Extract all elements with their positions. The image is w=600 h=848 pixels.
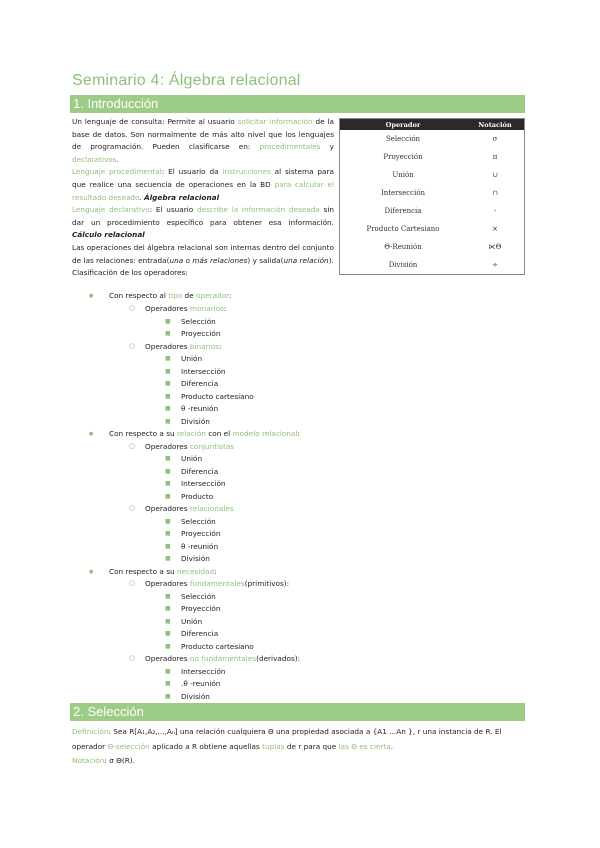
section-header-introduccion: 1. Introducción — [70, 95, 525, 113]
intro-paragraph-2: Lenguaje procedimental: El usuario da instrucciones al sistema para que realice una secuencia de operaciones en la BD para calcular el resultado deseado. Álgebra relacional — [72, 167, 334, 202]
intro-paragraph-1: Un lenguaje de consulta: Permite al usuario solicitar información de la base de datos. Son normalmente de más alto nivel que los lenguajes de programación. Pueden clasificarse en: procedimentales y declarativos. — [72, 117, 334, 164]
table-row — [340, 256, 525, 275]
list-item: ■ División — [181, 554, 210, 563]
table-row — [340, 166, 525, 184]
list-item: ■ Producto cartesiano — [181, 642, 254, 651]
list-item: ■ Intersección — [181, 479, 226, 488]
intro-text — [72, 116, 334, 280]
list-item: ■ Proyección — [181, 604, 221, 613]
list-item: ■ Selección — [181, 592, 216, 601]
seleccion-text — [72, 725, 530, 769]
list-item: ■ Intersección — [181, 367, 226, 376]
list-item: ○ Operadores fundamentales(primitivos): — [145, 579, 289, 588]
table-cell: Intersección — [380, 189, 426, 197]
table-cell: Unión — [392, 171, 414, 179]
table-row — [340, 220, 525, 238]
list-item: ■ Proyección — [181, 529, 221, 538]
intro-paragraph-3: Lenguaje declarativo: El usuario describe la información deseada sin dar un procedimiento específico para obtener esa información. Cálculo relacional — [72, 205, 335, 240]
list-item: ■ .θ -reunión — [181, 679, 220, 688]
list-item: ■ División — [181, 417, 210, 426]
list-item: ■ Diferencia — [181, 629, 218, 638]
list-item: ■ Selección — [181, 317, 216, 326]
list-item: ○ Operadores binarios: — [145, 342, 221, 351]
list-item: ○ Operadores monarios: — [145, 304, 226, 313]
list-item: ● Con respecto al tipo de operador: — [109, 291, 232, 300]
table-cell: ÷ — [492, 261, 498, 269]
section-header-seleccion: 2. Selección — [70, 703, 525, 721]
list-item: ■ θ -reunión — [181, 542, 218, 551]
table-row — [340, 238, 525, 256]
table-cell: Producto Cartesiano — [366, 225, 440, 233]
table-row — [340, 184, 525, 202]
table-cell: ⋉Θ — [488, 243, 502, 251]
intro-paragraph-5: Clasificación de los operadores: — [72, 268, 188, 278]
table-cell: - — [493, 207, 497, 215]
table-cell: × — [492, 225, 498, 233]
list-item: ■ θ -reunión — [181, 404, 218, 413]
table-header: Operador — [340, 119, 467, 131]
list-item: ● Con respecto a su necesidad: — [109, 567, 217, 576]
seleccion-notation: Notación: σ Θ(R). — [72, 756, 135, 765]
seleccion-definition: Definición: Sea R[A₁,A₂,...,Aₙ] una relación cualquiera Θ una propiedad asociada a {A1 ...An }, r una instancia de R. El operador Θ-selección aplicado a R obtiene aquellas tuplas de r para que las Θ es cierta. — [72, 727, 502, 751]
table-cell: Diferencia — [384, 207, 422, 215]
list-item: ■ Unión — [181, 354, 202, 363]
list-item: ■ Diferencia — [181, 379, 218, 388]
table-cell: División — [388, 261, 418, 269]
list-item: ■ Unión — [181, 454, 202, 463]
intro-paragraph-4: Las operaciones del álgebra relacional son internas dentro del conjunto de las relaciones: entrada(una o más relaciones) y salida(una relación). — [72, 242, 334, 265]
table-header: Notación — [466, 119, 524, 131]
page-title: Seminario 4: Álgebra relacional — [72, 72, 301, 89]
table-row — [340, 148, 525, 166]
list-item: ○ Operadores no fundamentales(derivados): — [145, 654, 300, 663]
table-row — [340, 202, 525, 220]
table-cell: Proyección — [383, 153, 423, 161]
table-cell: Selección — [385, 135, 421, 143]
list-item: ■ Producto cartesiano — [181, 392, 254, 401]
table-cell: σ — [492, 135, 498, 143]
list-item: ○ Operadores conjuntistas — [145, 442, 234, 451]
list-item: ■ Selección — [181, 517, 216, 526]
table-cell: Θ-Reunión — [384, 243, 422, 251]
table-cell: ∪ — [492, 171, 498, 179]
table-row — [340, 130, 525, 148]
table-cell: ∩ — [492, 189, 498, 197]
list-item: ■ Producto — [181, 492, 213, 501]
list-item: ■ División — [181, 692, 210, 701]
table-cell: π — [492, 153, 498, 161]
list-item: ○ Operadores relacionales — [145, 504, 234, 513]
list-item: ■ Intersección — [181, 667, 226, 676]
list-item: ■ Unión — [181, 617, 202, 626]
operators-table — [339, 118, 525, 275]
table-header-row — [340, 119, 525, 131]
list-item: ● Con respecto a su relación con el modelo relacional: — [109, 429, 300, 438]
list-item: ■ Proyección — [181, 329, 221, 338]
list-item: ■ Diferencia — [181, 467, 218, 476]
